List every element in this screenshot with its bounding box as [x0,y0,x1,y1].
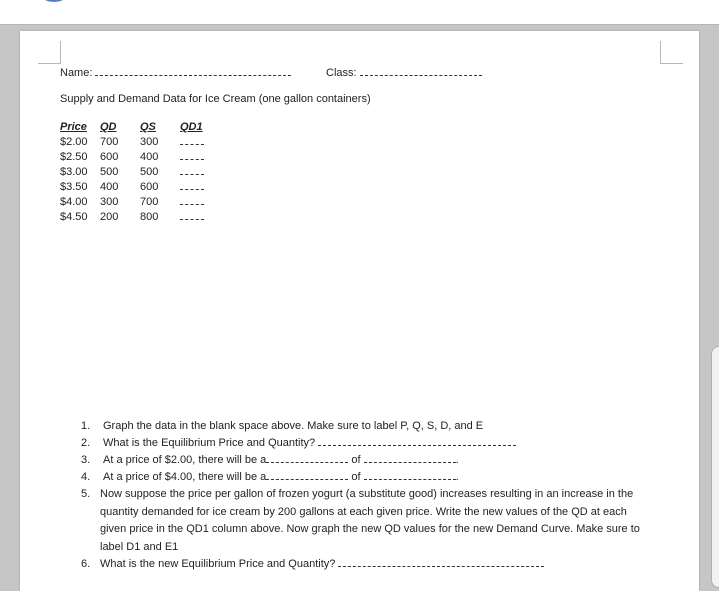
question-text-line: label D1 and E1 [100,540,179,553]
answer-blank [318,435,516,446]
question-text: What is the new Equilibrium Price and Quantity? [100,558,336,570]
price-cell: $2.50 [60,151,88,163]
qd-cell: 300 [100,196,119,208]
qd1-blank [180,204,204,205]
qd-cell: 400 [100,181,119,193]
question-connector: of [351,471,361,483]
question-end: . [455,454,459,466]
question-line [100,556,544,574]
question-line [103,452,459,470]
question-number: 3. [81,454,91,466]
qd-cell: 500 [100,166,119,178]
question-number: 1. [81,420,91,432]
margin-corner-mark-right [660,41,683,64]
class-label: Class: [326,67,357,79]
question-text: What is the Equilibrium Price and Quantity? [103,437,316,449]
question-number: 5. [81,488,91,500]
document-page [20,31,699,591]
price-cell: $3.00 [60,166,88,178]
answer-blank [364,452,456,463]
qd1-blank [180,174,204,175]
answer-blank [266,469,348,480]
question-line [103,435,516,453]
question-connector: of [351,454,361,466]
qd1-blank [180,219,204,220]
table-header-price: Price [60,121,87,133]
question-line [103,469,459,487]
question-number: 4. [81,471,91,483]
document-title: Supply and Demand Data for Ice Cream (one gallon containers) [60,93,371,105]
question-end: . [455,471,459,483]
qd1-blank [180,159,204,160]
answer-blank [364,469,456,480]
name-field [60,65,291,80]
price-cell: $2.00 [60,136,88,148]
class-field [326,65,482,80]
side-scroll-tab[interactable] [711,346,719,588]
qs-cell: 800 [140,211,159,223]
qd-cell: 700 [100,136,119,148]
name-blank [95,65,291,76]
qs-cell: 300 [140,136,159,148]
question-text-line: Now suppose the price per gallon of frozen yogurt (a substitute good) increases resulting in an increase in the [100,488,634,500]
question-text: Graph the data in the blank space above. Make sure to label P, Q, S, D, and E [103,420,484,432]
question-number: 6. [81,558,91,570]
question-text-line: given price in the QD1 column above. Now graph the new QD values for the new Demand Curve. Make sure to [100,523,640,535]
class-blank [360,65,482,76]
answer-blank [338,556,544,567]
margin-corner-mark-left [38,41,61,64]
question-number: 2. [81,437,91,449]
table-header-qd: QD [100,121,117,133]
qd-cell: 600 [100,151,119,163]
qd1-blank [180,144,204,145]
qd1-blank [180,189,204,190]
qs-cell: 600 [140,181,159,193]
table-header-qd1: QD1 [180,121,203,133]
question-text: At a price of $4.00, there will be a [103,471,267,483]
name-label: Name: [60,67,93,79]
qs-cell: 700 [140,196,159,208]
qd-cell: 200 [100,211,119,223]
price-cell: $4.50 [60,211,88,223]
price-cell: $3.50 [60,181,88,193]
qs-cell: 400 [140,151,159,163]
app-logo-icon [32,0,76,2]
question-text: At a price of $2.00, there will be a [103,454,267,466]
price-cell: $4.00 [60,196,88,208]
answer-blank [266,452,348,463]
app-top-bar [0,0,719,25]
qs-cell: 500 [140,166,159,178]
table-header-qs: QS [140,121,156,133]
question-text-line: quantity demanded for ice cream by 200 gallons at each given price. Write the new values of the QD at each [100,505,627,518]
